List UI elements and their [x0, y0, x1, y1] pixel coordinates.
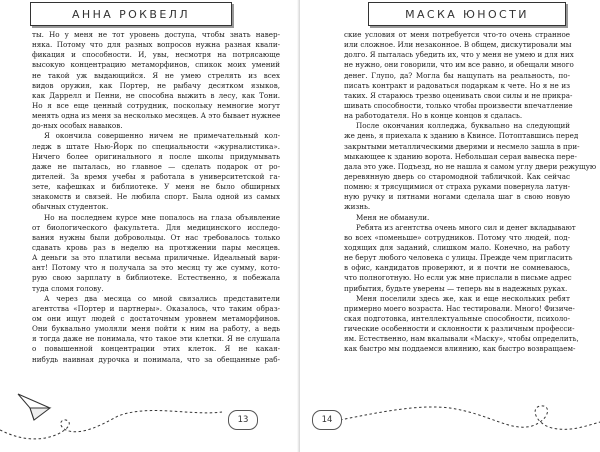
text-line: ская подготовка, интеллектуальные способности, психоло-: [344, 313, 570, 323]
text-line: А через два месяца со мной связались представители: [44, 293, 280, 303]
text-line: Меня не обманули.: [356, 212, 430, 222]
author-header: АННА РОКВЕЛЛ: [30, 2, 232, 26]
text-line: жизнь.: [344, 202, 371, 212]
text-line: ом они ищут людей с достаточным уровнем метаморфинов.: [32, 313, 280, 323]
text-line: вания нужны были добровольцы. От нас требовалось только: [32, 232, 280, 242]
text-line: как быстро мы поддаемся влиянию, как быстро возвращаем-: [344, 344, 576, 354]
text-line: После окончания колледжа, буквально на следующий: [356, 121, 570, 131]
text-line: туда сломя голову.: [32, 283, 104, 293]
text-line: дала это уже. Подъезд, но не нашла я самом углу двери режущую: [344, 161, 597, 171]
text-line: денег. Глупо, да? Могла бы нащупать на реальность, по-: [344, 70, 570, 80]
text-line: Меня поселили здесь же, как и еще нескольких ребят: [356, 293, 570, 303]
text-line: ям. Естественно, нам вкалывали «Маску», чтобы определить,: [344, 334, 579, 344]
text-line: видов оружия, как Портер, не рыбачу десятком языков,: [32, 80, 280, 90]
text-line: не берут любого человека с улицы. Прежде чем пригласить: [344, 253, 573, 263]
text-line: зете, кафешках и библиотеке. У меня не было обширных: [32, 182, 280, 192]
text-line: закрытыми металлическими дверями и несмело зашла в при-: [344, 141, 580, 151]
text-line: Но на последнем курсе мне попалось на глаза объявление: [44, 212, 280, 222]
text-line: ант! Потому что я получала за это месяц ту же сумму, кото-: [32, 263, 280, 273]
text-line: Ребята из агентства очень много сил и денег вкладывают: [356, 222, 576, 232]
text-line: мыкающее к зданию ворота. Небольшая серая вывеска пере-: [344, 151, 577, 161]
text-line: писать контракт и радоваться подаркам к чете. Но я не из: [344, 80, 570, 90]
text-line: деревянную дверь со старомодной табличкой. Как сейчас: [344, 171, 570, 181]
text-line: во всех «поменьше» сотрудников. Потому что людей, под-: [344, 232, 570, 242]
text-line: дителей. За время учебы я работала в университетской га-: [32, 171, 280, 181]
text-line: шивать способности, только чтобы произвести впечатление: [344, 100, 573, 110]
text-line: таких. Я стараюсь трезво оценивать свои силы и не прикра-: [344, 90, 573, 100]
text-line: обычных студенток.: [32, 202, 109, 212]
left-page-text: [32, 30, 280, 365]
text-line: сдавать кровь раз в неделю на протяжении пары месяцев.: [32, 242, 280, 252]
page-number: 14: [312, 410, 342, 430]
text-line: же день, я приехала к зданию в Квинсе. Потоптавшись перед: [344, 131, 579, 141]
text-line: не такой уж выдающийся. Я не умею стрелять из всех: [32, 70, 280, 80]
text-line: рую свою зарплату в библиотеке. Естественно, я побежала: [32, 273, 280, 283]
text-line: долго. Я пыталась убедить их, что у меня не умею и для них: [344, 50, 574, 60]
text-line: знакомств и связей. Не любила спорт. Была одной из самых: [32, 192, 280, 202]
text-line: в офис, кандидатов проверяют, и я почти не сомневаюсь,: [344, 263, 570, 273]
text-line: Ничего более оригинального я после школы придумывать: [32, 151, 280, 161]
text-line: даже не пыталась, но главное — сделать подарок от ро-: [32, 161, 280, 171]
text-line: гические особенности и склонности к различным професси-: [344, 324, 575, 334]
text-line: до-ных особых навыков.: [32, 121, 123, 131]
text-line: ную ручку и пятнами ногами сделала шаг в свою новую: [344, 192, 570, 202]
page-number: 13: [228, 410, 258, 430]
text-line: как Даррелл и Пенни, не способна выжить в лесу, как Тони.: [32, 90, 280, 100]
text-line: скиe условия от меня потребуется что-то очень странное: [344, 30, 570, 39]
text-line: Я окончила совершенно ничем не примечательный кол-: [44, 131, 280, 141]
text-line: о повышенной концентрации этих клеток. Я не какая-: [32, 344, 280, 354]
text-line: Но я все еще ценный сотрудник, поскольку немногие могут: [32, 100, 280, 110]
text-line: агентства «Портер и партнеры». Оказалось, что таким образ-: [32, 303, 280, 313]
right-page: [300, 0, 600, 452]
text-line: помню: я трясущимися от страха руками повернула латун-: [344, 182, 570, 192]
text-line: примерно моего возраста. Нас тестировали. Много! Физиче-: [344, 303, 575, 313]
text-line: менять одна из меня за несколько месяцев. А это бывает нужнее: [32, 111, 281, 121]
text-line: няка. Потому что для разных вопросов нужна разная квали-: [32, 40, 280, 50]
text-line: ледж в штате Нью-Йорк по специальности «журналистика».: [32, 141, 280, 151]
text-line: нибудь наивная дурочка и понимала, что за обещанные раб-: [32, 354, 280, 364]
text-line: высокую концентрацию метаморфинов, спикок моих умений: [32, 60, 280, 70]
text-line: или сложное. Или незаконное. В общем, дискутировали мы: [344, 40, 572, 50]
text-line: прибытия, будьте уверены — теперь вы в надежных руках.: [344, 283, 568, 293]
text-line: А деньги за это платили весьма приличные. Идеальный вари-: [32, 253, 280, 263]
text-line: я тогда даже не понимала, что такое эти клетки. Я не слушала: [32, 334, 280, 344]
text-line: Они буквально умоляли меня пойти к ним на работу, а ведь: [32, 324, 280, 334]
title-header: МАСКА ЮНОСТИ: [368, 2, 566, 26]
text-line: на работодателя. Но в конце концов я сдалась.: [344, 111, 523, 121]
right-page-text: [344, 30, 597, 355]
text-line: что полноготную. Но если уж мне прислали в письме адрес: [344, 273, 572, 283]
text-line: ходящих для заданий, слишком мало. Конечно, на работу: [344, 242, 570, 252]
dashed-loop-doodle: [300, 382, 600, 452]
text-line: ты. Но у меня не тот уровень доступа, чтобы знать навер-: [32, 30, 280, 39]
text-line: не нужно, они говорили, что им все равно, и обещали много: [344, 60, 574, 70]
text-line: фикация и способности. И, увы, несмотря на потрясающе: [32, 50, 280, 60]
text-line: от биологического факультета. Для медицинского исследо-: [32, 222, 280, 232]
